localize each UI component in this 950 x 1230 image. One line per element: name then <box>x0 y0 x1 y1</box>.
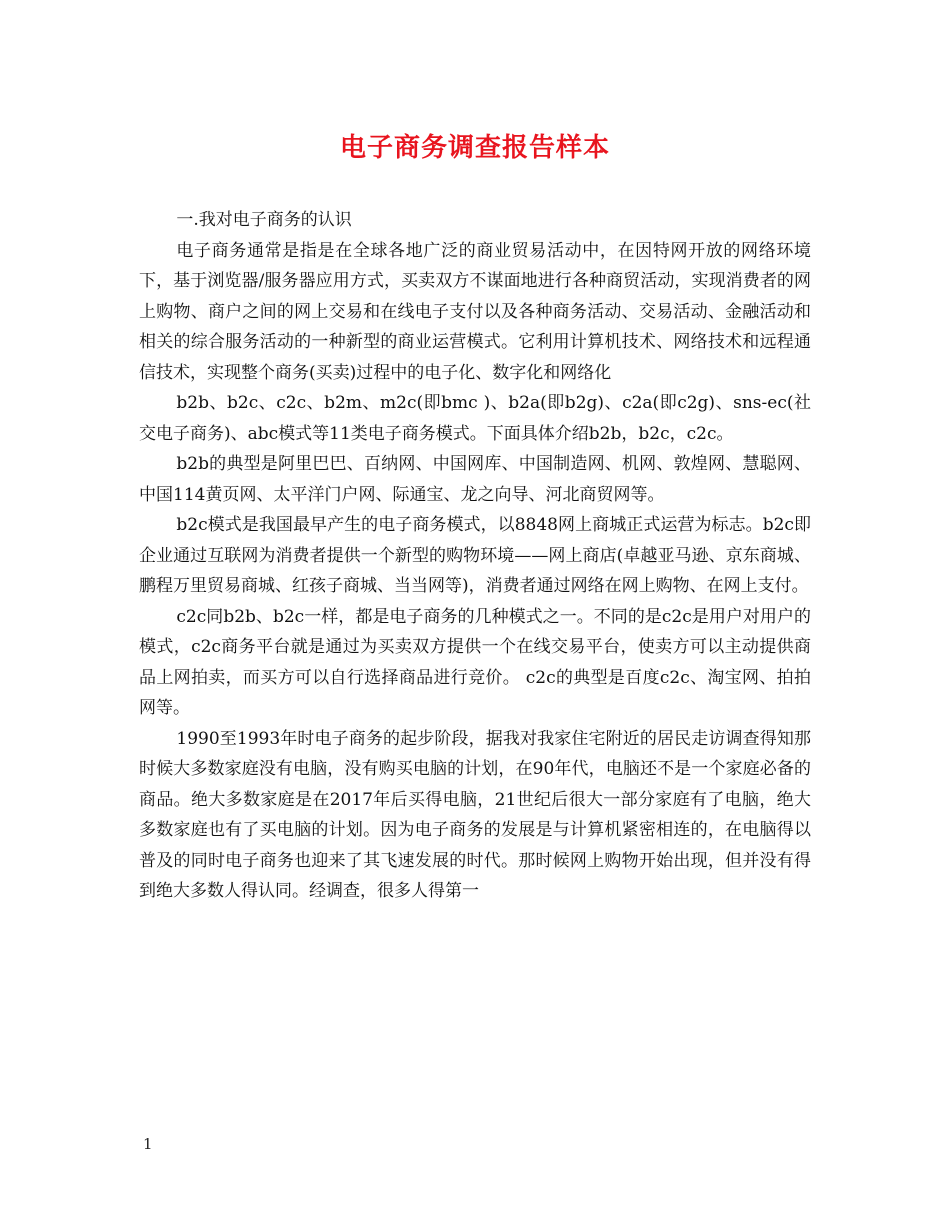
paragraph-definition: 电子商务通常是指是在全球各地广泛的商业贸易活动中，在因特网开放的网络环境下，基于浏览器/服务器应用方式，买卖双方不谋面地进行各种商贸活动，实现消费者的网上购物、商户之间的网上交易和在线电子支付以及各种商务活动、交易活动、金融活动和相关的综合服务活动的一种新型的商业运营模式。它利用计算机技术、网络技术和远程通信技术，实现整个商务(买卖)过程中的电子化、数字化和网络化 <box>139 240 811 383</box>
paragraph-b2b: b2b的典型是阿里巴巴、百纳网、中国网库、中国制造网、机网、敦煌网、慧聪网、中国114黄页网、太平洋门户网、际通宝、龙之向导、河北商贸网等。 <box>139 454 811 505</box>
section-heading: 一.我对电子商务的认识 <box>176 210 352 230</box>
paragraph-b2c: b2c模式是我国最早产生的电子商务模式，以8848网上商城正式运营为标志。b2c即企业通过互联网为消费者提供一个新型的购物环境——网上商店(卓越亚马逊、京东商城、鹏程万里贸易商城、红孩子商城、当当网等)，消费者通过网络在网上购物、在网上支付。 <box>139 515 811 596</box>
document-body <box>139 205 811 907</box>
paragraph-models: b2b、b2c、c2c、b2m、m2c(即bmc )、b2a(即b2g)、c2a(即c2g)、sns-ec(社交电子商务)、abc模式等11类电子商务模式。下面具体介绍b2b，b2c，c2c。 <box>139 393 811 444</box>
document-title: 电子商务调查报告样本 <box>339 133 610 163</box>
paragraph-history: 1990至1993年时电子商务的起步阶段，据我对我家住宅附近的居民走访调查得知那时候大多数家庭没有电脑，没有购买电脑的计划，在90年代，电脑还不是一个家庭必备的商品。绝大多数家庭是在2017年后买得电脑，21世纪后很大一部分家庭有了电脑，绝大多数家庭也有了买电脑的计划。因为电子商务的发展是与计算机紧密相连的，在电脑得以普及的同时电子商务也迎来了其飞速发展的时代。那时候网上购物开始出现，但并没有得到绝大多数人得认同。经调查，很多人得第一 <box>139 728 811 901</box>
paragraph-c2c: c2c同b2b、b2c一样，都是电子商务的几种模式之一。不同的是c2c是用户对用户的模式，c2c商务平台就是通过为买卖双方提供一个在线交易平台，使卖方可以主动提供商品上网拍卖，而买方可以自行选择商品进行竞价。 c2c的典型是百度c2c、淘宝网、拍拍网等。 <box>139 606 811 718</box>
page-number: 1 <box>143 1135 153 1153</box>
